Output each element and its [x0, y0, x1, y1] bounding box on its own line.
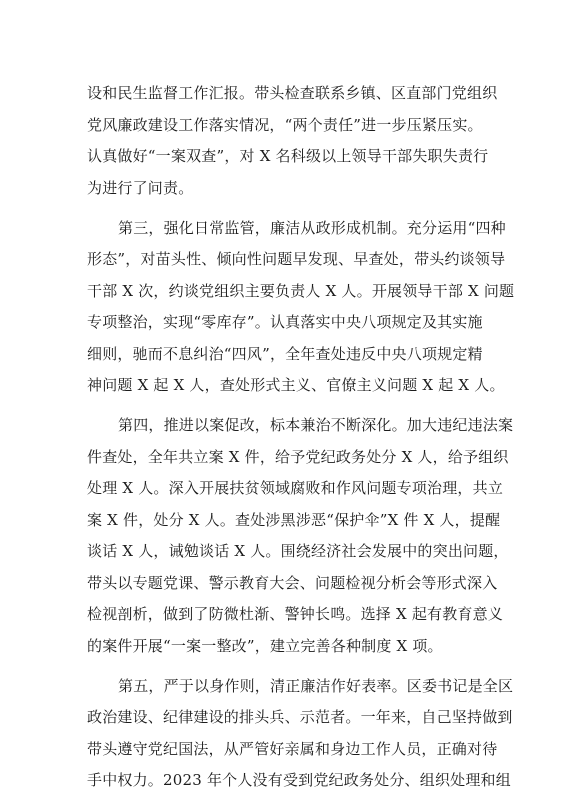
text-line: 政治建设、纪律建设的排头兵、示范者。一年来，自己坚持做到 [87, 708, 513, 726]
paragraph-heading-line: 第五，严于以身作则，清正廉洁作好表率。区委书记是全区 [118, 676, 514, 695]
text-line: 案 X 件，处分 X 人。查处涉黑涉恶“保护伞”X 件 X 人，提醒 [87, 510, 501, 529]
text-line: 谈话 X 人，诫勉谈话 X 人。围绕经济社会发展中的突出问题， [87, 542, 509, 560]
paragraph-heading-line: 第四，推进以案促改，标本兼治不断深化。加大违纪违法案 [118, 416, 514, 434]
text-line: 手中权力。2023 年个人没有受到党纪政务处分、组织处理和组 [87, 771, 511, 789]
text-line: 为进行了问责。 [87, 178, 194, 197]
paragraph-gap [87, 662, 511, 671]
text-line: 带头遵守党纪国法，从严管好亲属和身边工作人员，正确对待 [87, 739, 498, 758]
text-line: 干部 X 次，约谈党组织主要负责人 X 人。开展领导干部 X 问题 [87, 281, 515, 300]
text-line: 检视剖析，做到了防微杜渐、警钟长鸣。选择 X 起有教育意义 [87, 605, 504, 623]
text-line: 认真做好“一案双查”，对 X 名科级以上领导干部失职失责行 [87, 147, 489, 165]
paragraph-gap [87, 204, 511, 213]
text-line: 带头以专题党课、警示教育大会、问题检视分析会等形式深入 [87, 573, 498, 592]
text-line: 党风廉政建设工作落实情况，“两个责任”进一步压紧压实。 [87, 115, 483, 134]
text-line: 细则，驰而不息纠治“四风”，全年查处违反中央八项规定精 [87, 344, 483, 363]
text-line: 的案件开展“一案一整改”，建立完善各种制度 X 项。 [87, 636, 443, 655]
text-line: 处理 X 人。深入开展扶贫领域腐败和作风问题专项治理，共立 [87, 479, 504, 497]
text-line: 设和民生监督工作汇报。带头检查联系乡镇、区直部门党组织 [87, 84, 498, 102]
paragraph-gap [87, 402, 511, 411]
text-line: 形态”，对苗头性、倾向性问题早发现、早查处，带头约谈领导 [87, 250, 506, 268]
paragraph-heading-line: 第三，强化日常监管，廉洁从政形成机制。充分运用“四种 [118, 218, 506, 237]
text-line: 件查处，全年共立案 X 件，给予党纪政务处分 X 人，给予组织 [87, 447, 509, 466]
text-line: 专项整治，实现“零库存”。认真落实中央八项规定及其实施 [87, 313, 483, 331]
text-line: 神问题 X 起 X 人，查处形式主义、官僚主义问题 X 起 X 人。 [87, 376, 505, 394]
body-text [87, 78, 515, 797]
